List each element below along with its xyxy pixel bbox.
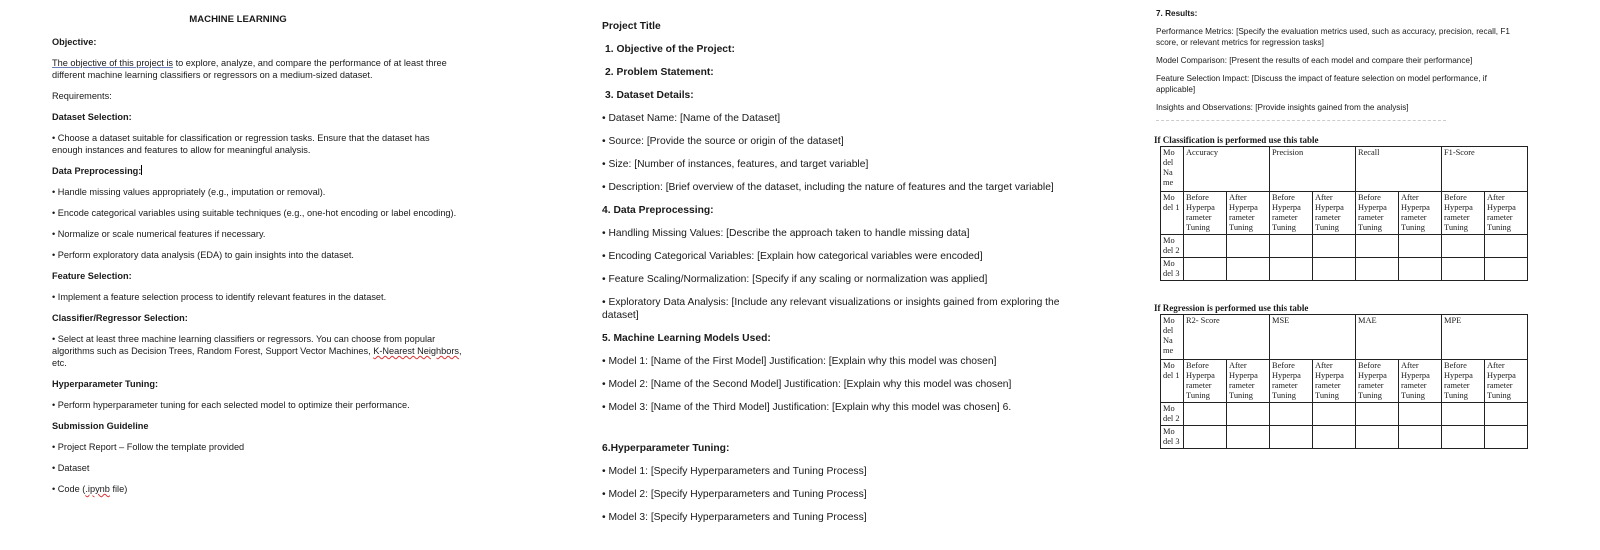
metric-header: Recall [1356,147,1442,192]
row-label: Mo del 2 [1161,235,1184,258]
row-label: Mo del 1 [1161,192,1184,235]
before-cell: Before Hyperpa rameter Tuning [1356,360,1399,403]
classifier-text-b: , etc. [52,346,462,368]
metric-header: MPE [1442,315,1528,360]
table-cell[interactable] [1227,258,1270,281]
page-report-template [560,0,1100,534]
row-label: Mo del 2 [1161,403,1184,426]
preprocessing-item: • Handle missing values appropriately (e.g., imputation or removal). [52,187,326,197]
before-cell: Before Hyperpa rameter Tuning [1442,192,1485,235]
submission-item: • Dataset [52,463,90,473]
preprocessing-item: • Feature Scaling/Normalization: [Specify if any scaling or normalization was applied] [602,274,988,285]
spacer [1154,281,1600,303]
metric-header: Accuracy [1184,147,1270,192]
objective-lead: The objective of this project is [52,58,174,68]
table-cell[interactable] [1399,258,1442,281]
feature-selection-text: • Implement a feature selection process to identify relevant features in the dataset. [52,292,387,302]
page-title: MACHINE LEARNING [189,14,287,25]
table-cell[interactable] [1270,426,1313,449]
before-cell: Before Hyperpa rameter Tuning [1184,192,1227,235]
preprocessing-item: • Perform exploratory data analysis (EDA) to gain insights into the dataset. [52,250,354,260]
row-label: Mo del 3 [1161,426,1184,449]
regression-table [1160,314,1528,449]
table-cell[interactable] [1442,403,1485,426]
before-cell: Before Hyperpa rameter Tuning [1356,192,1399,235]
table-cell[interactable] [1442,426,1485,449]
metric-header: Precision [1270,147,1356,192]
preprocessing-item: • Exploratory Data Analysis: [Include any relevant visualizations or insights gained from exploring the dataset] [602,297,1060,321]
dataset-item: • Dataset Name: [Name of the Dataset] [602,113,781,124]
model-item: • Model 1: [Name of the First Model] Justification: [Explain why this model was chosen] [602,356,997,367]
dataset-selection-text: • Choose a dataset suitable for classification or regression tasks. Ensure that the dataset has enough instances and features to allow for meaningful analysis. [52,133,430,155]
table-row [1161,235,1528,258]
table-cell[interactable] [1485,235,1528,258]
table-cell[interactable] [1184,426,1227,449]
table-header-row [1161,315,1528,360]
metric-header: MSE [1270,315,1356,360]
dataset-details-heading: 3. Dataset Details: [605,90,694,101]
table-header-row [1161,147,1528,192]
table-cell[interactable] [1313,426,1356,449]
table-cell[interactable] [1442,235,1485,258]
metric-header: R2- Score [1184,315,1270,360]
results-item: Feature Selection Impact: [Discuss the impact of feature selection on model performance, if applicable] [1156,74,1487,94]
dataset-item: • Size: [Number of instances, features, and target variable] [602,159,869,170]
objective-heading: Objective: [52,37,97,47]
results-item: Performance Metrics: [Specify the evaluation metrics used, such as accuracy, precision, recall, F1 score, or relevant metrics for regression tasks] [1156,27,1510,47]
table-cell[interactable] [1270,403,1313,426]
classifier-text [52,333,462,369]
table-cell[interactable] [1184,258,1227,281]
table-cell[interactable] [1356,258,1399,281]
objective-heading: 1. Objective of the Project: [605,44,735,55]
metric-header: MAE [1356,315,1442,360]
results-item: Model Comparison: [Present the results of each model and compare their performance] [1156,56,1473,65]
page-results [1150,0,1600,449]
table-cell[interactable] [1313,403,1356,426]
table-cell[interactable] [1227,235,1270,258]
classifier-heading: Classifier/Regressor Selection: [52,313,188,323]
code-prefix: • Code ( [52,484,86,494]
text-cursor [141,165,142,175]
results-item: Insights and Observations: [Provide insights gained from the analysis] [1156,103,1409,112]
table-cell[interactable] [1399,235,1442,258]
table-cell[interactable] [1485,403,1528,426]
table-cell[interactable] [1184,235,1227,258]
classification-table [1160,146,1528,281]
table-cell[interactable] [1442,258,1485,281]
data-preprocessing-heading [52,165,520,177]
data-preprocessing-label: Data Preprocessing: [52,166,142,176]
table-cell[interactable] [1356,403,1399,426]
table-cell[interactable] [1313,235,1356,258]
before-cell: Before Hyperpa rameter Tuning [1442,360,1485,403]
metric-header: F1-Score [1442,147,1528,192]
dataset-item: • Source: [Provide the source or origin of the dataset] [602,136,844,147]
model-item: • Model 2: [Name of the Second Model] Justification: [Explain why this model was chosen] [602,379,1012,390]
row-label: Mo del 1 [1161,360,1184,403]
project-title: Project Title [602,21,661,32]
dataset-item: • Description: [Brief overview of the dataset, including the nature of features and the target variable] [602,182,1054,193]
spacer [602,424,1100,442]
table-cell[interactable] [1184,403,1227,426]
problem-statement-heading: 2. Problem Statement: [605,67,714,78]
submission-item-code [52,483,462,495]
requirements-label: Requirements: [52,91,112,101]
objective-text [52,57,462,81]
after-cell: After Hyperpa rameter Tuning [1313,360,1356,403]
regression-table-caption: If Regression is performed use this table [1154,303,1309,313]
table-row [1161,258,1528,281]
tuning-item: • Model 2: [Specify Hyperparameters and Tuning Process] [602,489,867,500]
after-cell: After Hyperpa rameter Tuning [1227,360,1270,403]
table-cell[interactable] [1399,426,1442,449]
table-cell[interactable] [1270,258,1313,281]
submission-item: • Project Report – Follow the template provided [52,442,245,452]
after-cell: After Hyperpa rameter Tuning [1399,360,1442,403]
preprocessing-item: • Encoding Categorical Variables: [Explain how categorical variables were encoded] [602,251,983,262]
hyperparameter-heading: Hyperparameter Tuning: [52,379,159,389]
table-cell[interactable] [1313,258,1356,281]
table-cell[interactable] [1270,235,1313,258]
objective-rest: to explore, analyze, and compare the performance of at least three different machine learning classifiers or regressors on a medium-sized dataset. [52,58,447,80]
divider [1156,120,1446,127]
classifier-text-a: • Select at least three machine learning classifiers or regressors. You can choose from popular algorithms such as Decision Trees, Random Forest, Support Vector Machines, [52,334,436,356]
tuning-item: • Model 1: [Specify Hyperparameters and Tuning Process] [602,466,867,477]
after-cell: After Hyperpa rameter Tuning [1227,192,1270,235]
before-cell: Before Hyperpa rameter Tuning [1184,360,1227,403]
code-suffix: file) [109,484,128,494]
table-cell[interactable] [1356,235,1399,258]
after-cell: After Hyperpa rameter Tuning [1485,360,1528,403]
dataset-selection-heading: Dataset Selection: [52,112,132,122]
hyperparameter-heading: 6.Hyperparameter Tuning: [602,443,730,454]
table-cell[interactable] [1227,403,1270,426]
after-cell: After Hyperpa rameter Tuning [1399,192,1442,235]
submission-heading: Submission Guideline [52,421,149,431]
knn-text: K-Nearest Neighbors [373,346,459,356]
after-cell: After Hyperpa rameter Tuning [1485,192,1528,235]
before-cell: Before Hyperpa rameter Tuning [1270,192,1313,235]
classification-table-caption: If Classification is performed use this table [1154,135,1319,145]
table-cell[interactable] [1227,426,1270,449]
table-cell[interactable] [1356,426,1399,449]
preprocessing-item: • Normalize or scale numerical features if necessary. [52,229,266,239]
table-cell[interactable] [1485,258,1528,281]
tuning-item: • Model 3: [Specify Hyperparameters and Tuning Process] [602,512,867,523]
hyperparameter-text: • Perform hyperparameter tuning for each selected model to optimize their performance. [52,400,410,410]
model-name-header: Mo del Na me [1161,147,1184,192]
table-cell[interactable] [1485,426,1528,449]
model-name-header: Mo del Na me [1161,315,1184,360]
feature-selection-heading: Feature Selection: [52,271,132,281]
before-cell: Before Hyperpa rameter Tuning [1270,360,1313,403]
table-row [1161,360,1528,403]
preprocessing-item: • Handling Missing Values: [Describe the approach taken to handle missing data] [602,228,970,239]
table-cell[interactable] [1399,403,1442,426]
row-label: Mo del 3 [1161,258,1184,281]
table-row [1161,403,1528,426]
table-row [1161,192,1528,235]
model-item: • Model 3: [Name of the Third Model] Justification: [Explain why this model was chosen] 6. [602,402,1012,413]
data-preprocessing-heading: 4. Data Preprocessing: [602,205,714,216]
ipynb-text: .ipynb [85,484,110,494]
results-heading: 7. Results: [1156,9,1198,18]
table-row [1161,426,1528,449]
models-heading: 5. Machine Learning Models Used: [602,333,771,344]
page-machine-learning [0,0,520,504]
preprocessing-item: • Encode categorical variables using suitable techniques (e.g., one-hot encoding or label encoding). [52,208,457,218]
after-cell: After Hyperpa rameter Tuning [1313,192,1356,235]
